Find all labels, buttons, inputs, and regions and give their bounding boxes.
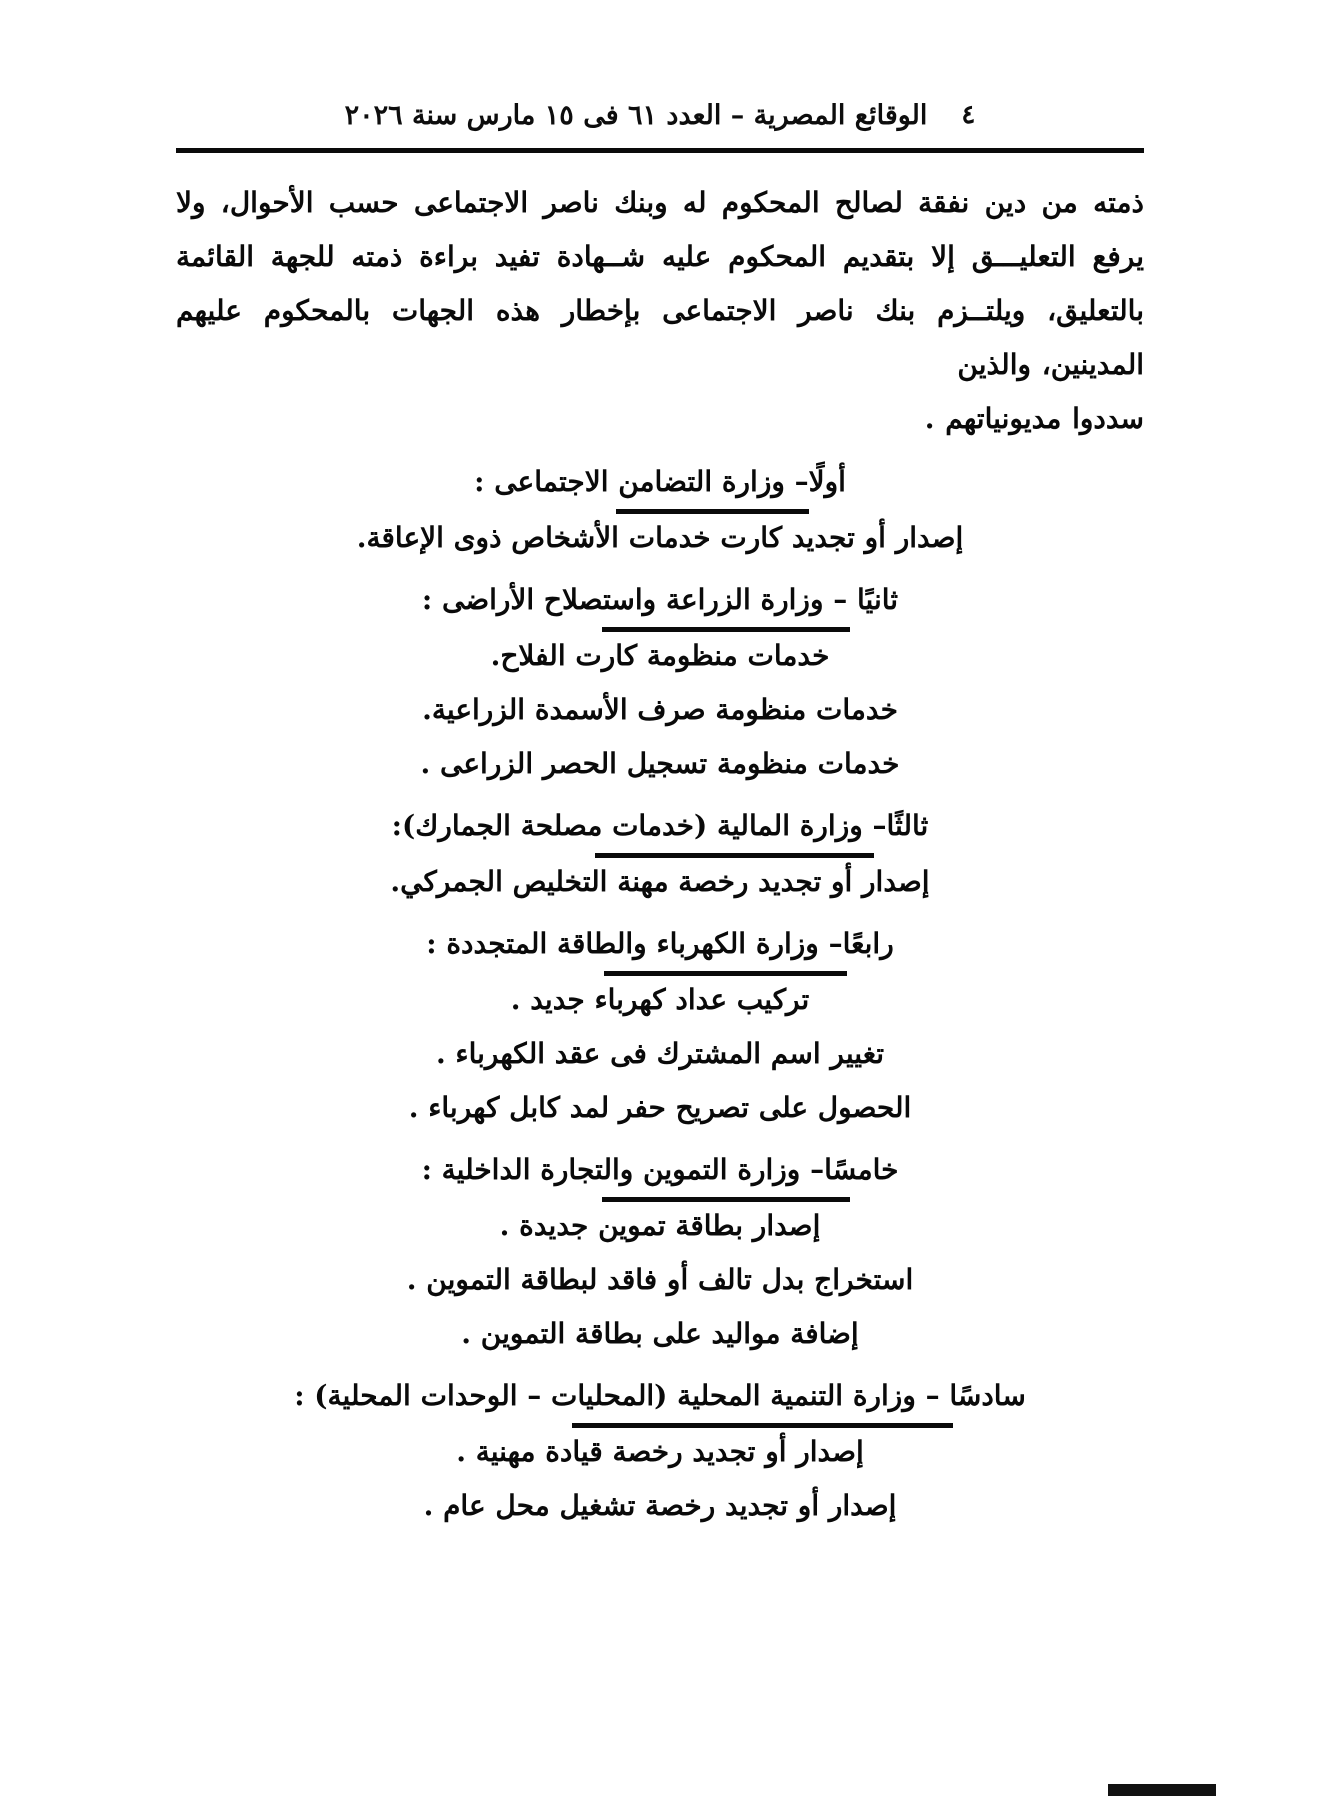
service-item: إصدار أو تجديد كارت خدمات الأشخاص ذوى الإعاقة. — [356, 521, 964, 554]
service-item: إصدار أو تجديد رخصة قيادة مهنية . — [456, 1435, 864, 1468]
ministry-section — [176, 800, 1144, 908]
ministry-section — [176, 456, 1144, 564]
running-head — [0, 92, 1320, 138]
ministry-section — [176, 1370, 1144, 1532]
service-item-row — [176, 1426, 1144, 1478]
service-item: تغيير اسم المشترك فى عقد الكهرباء . — [435, 1037, 885, 1070]
section-heading-row — [176, 1370, 1144, 1424]
lead-paragraph — [176, 176, 1144, 446]
section-heading: سادسًا – وزارة التنمية المحلية (المحليات – الوحدات المحلية) : — [294, 1370, 1026, 1424]
service-item-row — [176, 974, 1144, 1026]
running-head-title: الوقائع المصرية – العدد ٦١ فى ١٥ مارس سنة ٢٠٢٦ — [344, 99, 928, 131]
service-item-row — [176, 1200, 1144, 1252]
service-item: خدمات منظومة صرف الأسمدة الزراعية. — [422, 693, 898, 726]
page-foot-mark — [1108, 1784, 1216, 1796]
service-item: إصدار أو تجديد رخصة تشغيل محل عام . — [423, 1489, 897, 1522]
service-item: تركيب عداد كهرباء جديد . — [510, 983, 810, 1016]
service-item-row — [176, 1254, 1144, 1306]
service-item-row — [176, 856, 1144, 908]
page-number: ٤ — [961, 100, 976, 130]
sections-list — [176, 456, 1144, 1532]
service-item: الحصول على تصريح حفر لمد كابل كهرباء . — [408, 1091, 912, 1124]
service-item: خدمات منظومة تسجيل الحصر الزراعى . — [420, 747, 900, 780]
header-rule — [176, 148, 1144, 153]
service-item-row — [176, 1480, 1144, 1532]
lead-line-2: التعليـــق إلا بتقديم المحكوم عليه شــهادة تفيد براءة ذمته للجهة القائمة بالتعليق، — [176, 240, 1144, 327]
section-heading-underline — [602, 1197, 850, 1202]
section-heading-underline — [602, 627, 850, 632]
lead-line-3: ويلتــزم بنك ناصر الاجتماعى بإخطار هذه الجهات بالمحكوم عليهم المدينين، والذين — [176, 294, 1144, 381]
service-item-row — [176, 512, 1144, 564]
section-heading: رابعًا– وزارة الكهرباء والطاقة المتجددة : — [426, 918, 893, 972]
ministry-section — [176, 1144, 1144, 1360]
body-column — [176, 176, 1144, 1532]
section-heading-row — [176, 574, 1144, 628]
section-heading: أولًا– وزارة التضامن الاجتماعى : — [474, 456, 846, 510]
service-item: إضافة مواليد على بطاقة التموين . — [461, 1317, 859, 1350]
section-heading: ثالثًا– وزارة المالية (خدمات مصلحة الجمارك): — [392, 800, 929, 854]
service-item: إصدار أو تجديد رخصة مهنة التخليص الجمركي. — [390, 865, 930, 898]
lead-line-4: سددوا مديونياتهم . — [924, 402, 1144, 435]
service-item: استخراج بدل تالف أو فاقد لبطاقة التموين . — [406, 1263, 914, 1296]
service-item-row — [176, 1308, 1144, 1360]
service-item-row — [176, 1082, 1144, 1134]
section-heading-underline — [604, 971, 847, 976]
section-heading: خامسًا– وزارة التموين والتجارة الداخلية : — [422, 1144, 899, 1198]
service-item-row — [176, 630, 1144, 682]
service-item: خدمات منظومة كارت الفلاح. — [490, 639, 830, 672]
ministry-section — [176, 918, 1144, 1134]
section-heading-underline — [616, 509, 809, 514]
section-heading-row — [176, 456, 1144, 510]
section-heading: ثانيًا – وزارة الزراعة واستصلاح الأراضى : — [422, 574, 898, 628]
service-item-row — [176, 1028, 1144, 1080]
section-heading-row — [176, 1144, 1144, 1198]
lead-line-1: ذمته من دين نفقة لصالح المحكوم له وبنك ناصر الاجتماعى حسب الأحوال، ولا يرفع — [176, 186, 1145, 273]
section-heading-underline — [572, 1423, 953, 1428]
service-item-row — [176, 684, 1144, 736]
ministry-section — [176, 574, 1144, 790]
section-heading-underline — [595, 853, 874, 858]
section-heading-row — [176, 918, 1144, 972]
section-heading-row — [176, 800, 1144, 854]
service-item: إصدار بطاقة تموين جديدة . — [499, 1209, 821, 1242]
service-item-row — [176, 738, 1144, 790]
